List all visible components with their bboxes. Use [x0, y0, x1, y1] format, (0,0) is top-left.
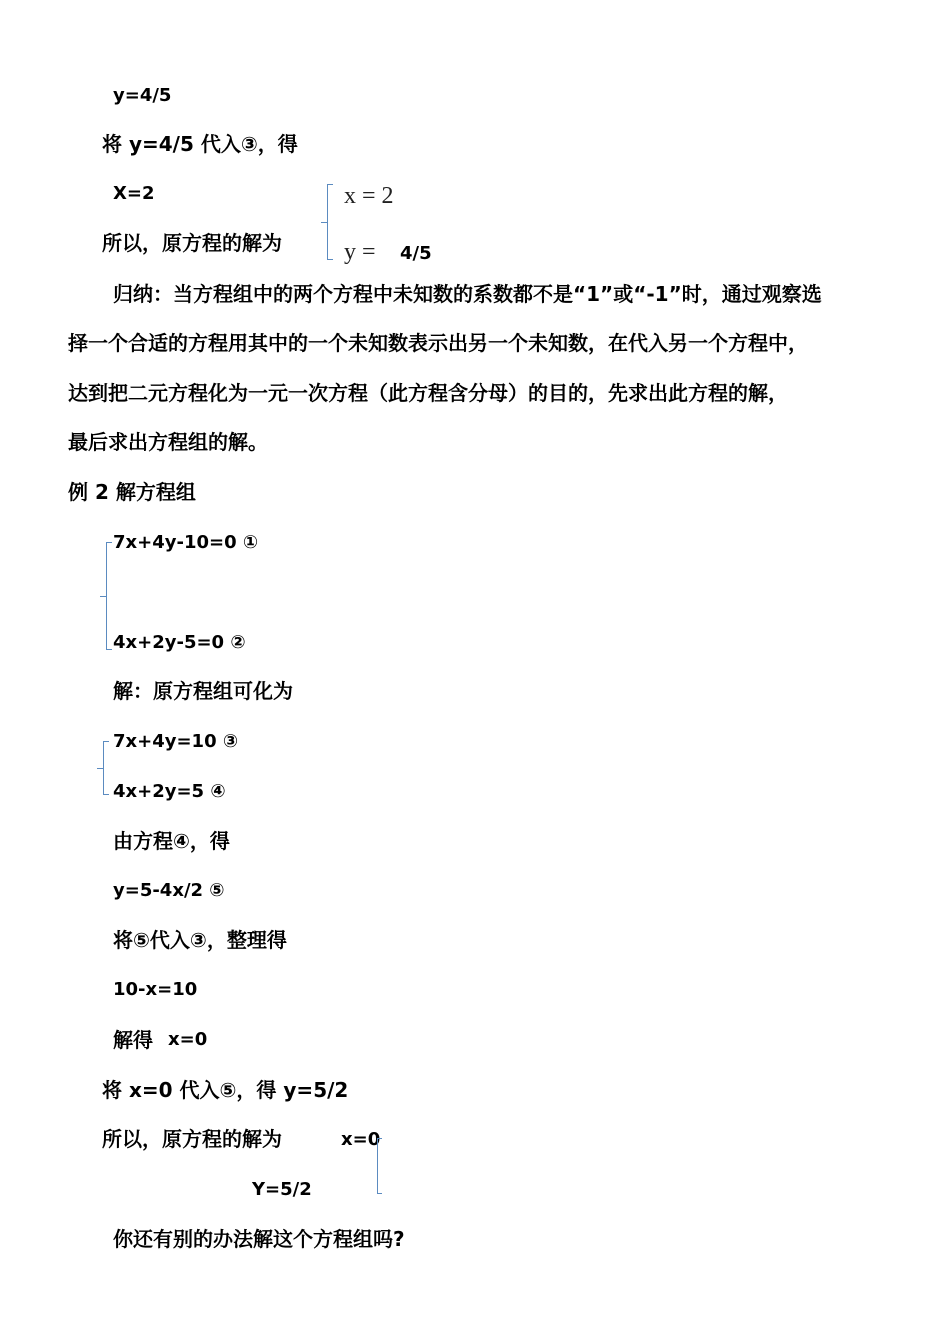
system-brace-2: [103, 741, 110, 795]
solution-y-prefix: y =: [344, 239, 376, 265]
example-2-title: 例 2 解方程组: [68, 480, 196, 504]
reduced-equation: 10-x=10: [113, 979, 198, 1000]
solution-label-1: 所以，原方程的解为: [102, 231, 282, 255]
solution-x: x = 2: [344, 183, 394, 209]
summary-line-3: 达到把二元方程化为一元一次方程（此方程含分母）的目的，先求出此方程的解，: [68, 381, 788, 405]
substitution-step: 将 y=4/5 代入③，得: [102, 132, 298, 156]
solution-brace: [327, 184, 334, 260]
summary-line-4: 最后求出方程组的解。: [68, 430, 268, 454]
summary-line-2: 择一个合适的方程用其中的一个未知数表示出另一个未知数，在代入另一个方程中，: [68, 331, 808, 355]
final-y: Y=5/2: [252, 1179, 312, 1200]
solve-value: x=0: [168, 1029, 208, 1050]
solution-y-value: 4/5: [400, 243, 432, 264]
equation-3: 7x+4y=10 ③: [113, 731, 239, 752]
equation-5: y=5-4x/2 ⑤: [113, 880, 225, 901]
back-substitution-step: 将 x=0 代入⑤，得 y=5/2: [102, 1078, 349, 1102]
summary-line-1: 归纳：当方程组中的两个方程中未知数的系数都不是“1”或“-1”时，通过观察选: [113, 282, 822, 306]
solve-label: 解得: [113, 1028, 153, 1052]
x-value-line: X=2: [113, 183, 155, 204]
final-x: x=0: [341, 1129, 381, 1150]
from-eq4-step: 由方程④，得: [113, 829, 230, 853]
equation-4: 4x+2y=5 ④: [113, 781, 226, 802]
rewrite-step: 解：原方程组可化为: [113, 679, 293, 703]
y-value-line: y=4/5: [113, 85, 172, 106]
equation-2: 4x+2y-5=0 ②: [113, 632, 246, 653]
closing-question: 你还有别的办法解这个方程组吗?: [113, 1227, 405, 1251]
substitute-step: 将⑤代入③，整理得: [113, 928, 287, 952]
system-brace-1: [106, 542, 113, 650]
equation-1: 7x+4y-10=0 ①: [113, 532, 259, 553]
final-solution-brace: [377, 1138, 383, 1194]
solution-label-2: 所以，原方程的解为: [102, 1127, 282, 1151]
